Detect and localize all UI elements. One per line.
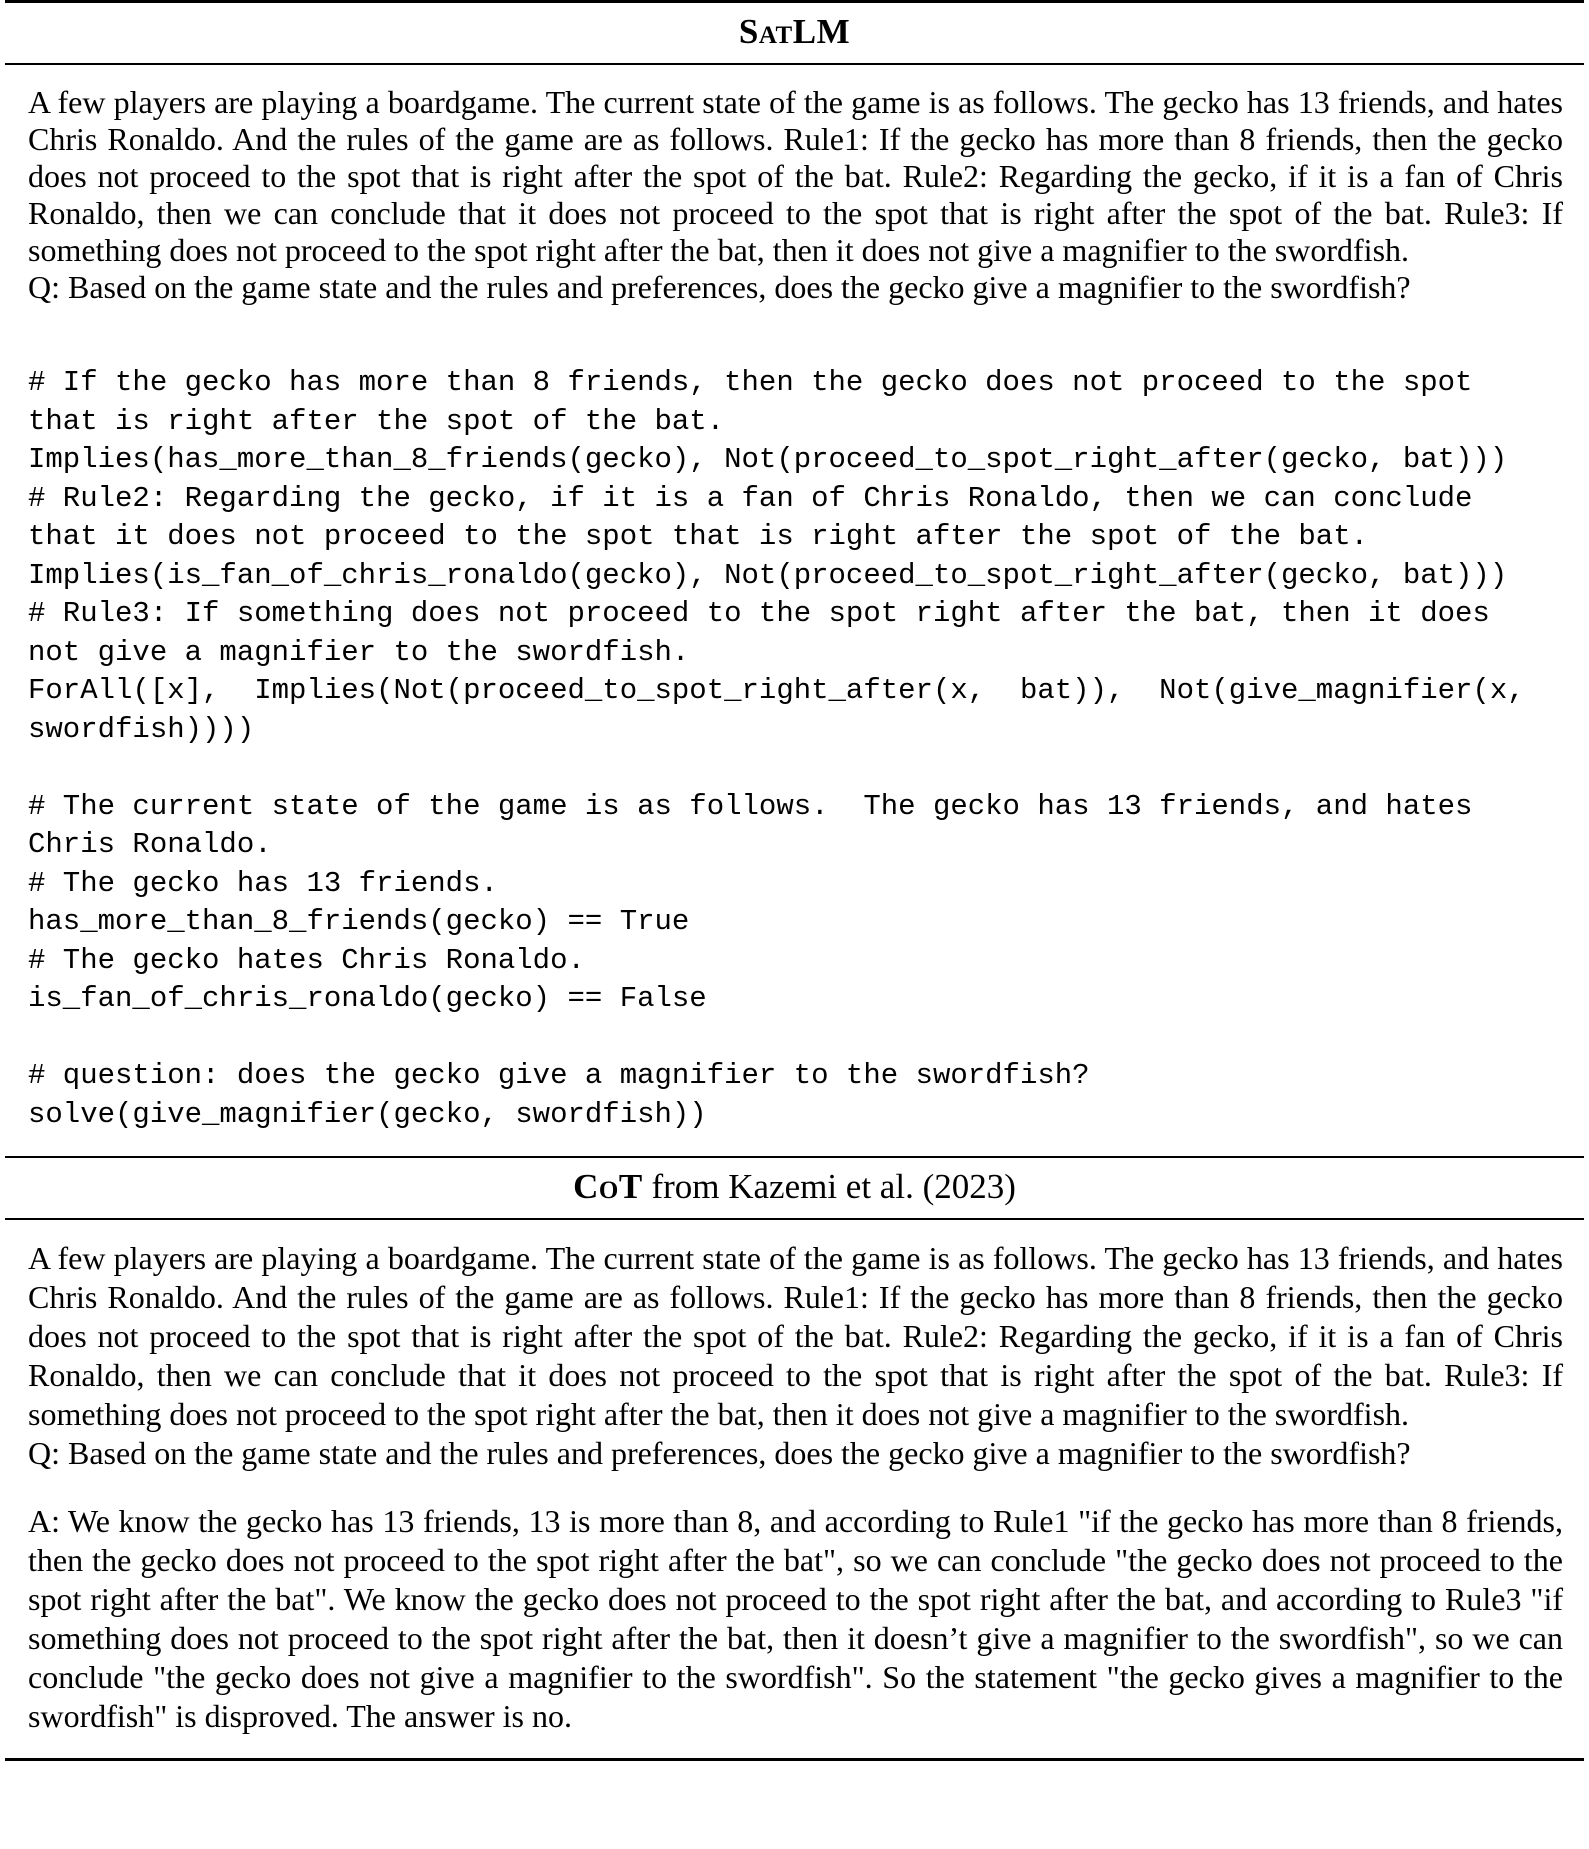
code-line: # If the gecko has more than 8 friends, then the gecko does not proceed to the spot (28, 366, 1473, 399)
cot-problem-statement: A few players are playing a boardgame. The current state of the game is as follows. The gecko has 13 friends, and hates Chris Ronaldo. And the rules of the game are as follows. Rule1: If the gecko has more than 8 friends, then the gecko does not proceed to the spot that is right after the spot of the bat. Rule2: Regarding the gecko, if it is a fan of Chris Ronaldo, then we can conclude that it does not proceed to the spot that is right after the spot of the bat. Rule3: If something does not proceed to the spot right after the bat, then it does not give a magnifier to the swordfish. (28, 1240, 1563, 1432)
code-line: solve(give_magnifier(gecko, swordfish)) (28, 1097, 707, 1131)
code-line (28, 1019, 1563, 1058)
code-line: that is right after the spot of the bat. (28, 404, 725, 438)
cot-answer: A: We know the gecko has 13 friends, 13 is more than 8, and according to Rule1 "if the gecko has more than 8 friends, then the gecko does not proceed to the spot right after the bat", so we can conclude "the gecko does not proceed to the spot right after the bat". We know the gecko does not proceed to the spot right after the bat, and according to Rule3 "if something does not proceed to the spot right after the bat, then it doesn’t give a magnifier to the swordfish", so we can conclude "the gecko does not give a magnifier to the swordfish". So the statement "the gecko gives a magnifier to the swordfish" is disproved. The answer is no. (28, 1503, 1563, 1734)
code-line: # Rule2: Regarding the gecko, if it is a fan of Chris Ronaldo, then we can conclude (28, 481, 1473, 515)
cot-title-suffix: from Kazemi et al. (2023) (642, 1167, 1016, 1206)
code-line: Chris Ronaldo. (28, 828, 272, 861)
cot-problem-question: Q: Based on the game state and the rules and preferences, does the gecko give a magnifier to the swordfish? (28, 1435, 1411, 1471)
code-line: # question: does the gecko give a magnifier to the swordfish? (28, 1059, 1090, 1092)
code-line: not give a magnifier to the swordfish. (28, 635, 690, 669)
code-line: # The current state of the game is as follows. The gecko has 13 friends, and hates (28, 789, 1473, 823)
cot-header (0, 1158, 1589, 1218)
satlm-body (0, 65, 1589, 1156)
code-line: that it does not proceed to the spot that is right after the spot of the bat. (28, 520, 1369, 553)
cot-body (0, 1220, 1589, 1758)
code-line: is_fan_of_chris_ronaldo(gecko) == False (28, 982, 707, 1015)
code-line: # The gecko has 13 friends. (28, 866, 498, 900)
code-line (28, 749, 1563, 788)
bottom-rule (5, 1758, 1584, 1761)
code-line: Implies(is_fan_of_chris_ronaldo(gecko), Not(proceed_to_spot_right_after(gecko, bat))) (28, 558, 1508, 592)
code-line: has_more_than_8_friends(gecko) == True (28, 905, 690, 938)
code-line: # The gecko hates Chris Ronaldo. (28, 943, 585, 977)
code-line: # Rule3: If something does not proceed to the spot right after the bat, then it does (28, 597, 1490, 630)
code-line: swordfish)))) (28, 712, 255, 746)
satlm-problem-statement: A few players are playing a boardgame. The current state of the game is as follows. The gecko has 13 friends, and hates Chris Ronaldo. And the rules of the game are as follows. Rule1: If the gecko has more than 8 friends, then the gecko does not proceed to the spot that is right after the spot of the bat. Rule2: Regarding the gecko, if it is a fan of Chris Ronaldo, then we can conclude that it does not proceed to the spot that is right after the spot of the bat. Rule3: If something does not proceed to the spot right after the bat, then it does not give a magnifier to the swordfish. (28, 84, 1563, 268)
code-line: Implies(has_more_than_8_friends(gecko), Not(proceed_to_spot_right_after(gecko, bat))) (28, 443, 1508, 476)
satlm-title: SatLM (738, 12, 851, 51)
code-line: ForAll([x], Implies(Not(proceed_to_spot_right_after(x, bat)), Not(give_magnifier(x, (28, 674, 1525, 707)
cot-title: CoT (573, 1167, 643, 1206)
satlm-header (0, 3, 1589, 63)
satlm-problem-question: Q: Based on the game state and the rules and preferences, does the gecko give a magnifier to the swordfish? (28, 269, 1411, 305)
satlm-code-listing (28, 364, 1563, 1134)
